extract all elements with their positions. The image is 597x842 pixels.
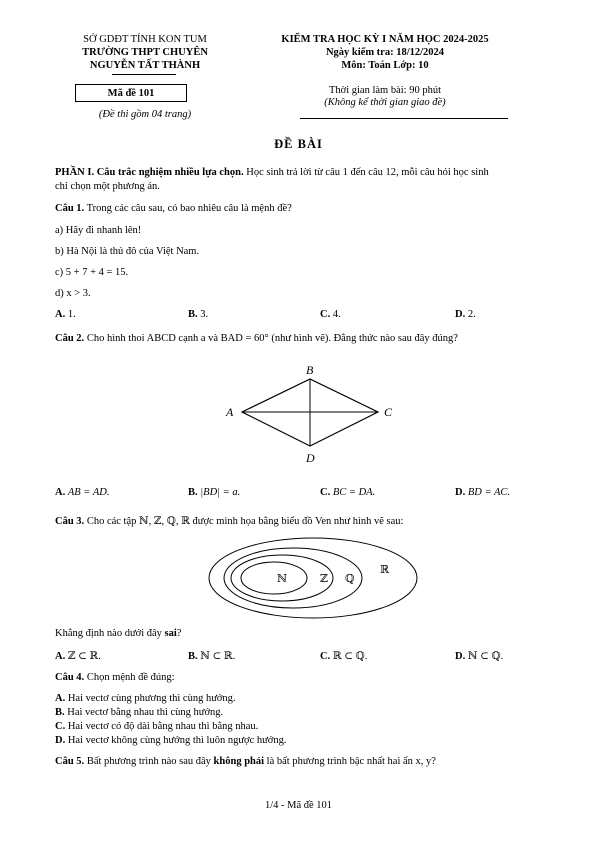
q4-option-b-letter: B.	[55, 707, 65, 718]
q4-option-c-text: Hai vectơ có độ dài bằng nhau thì bằng nhau.	[67, 721, 259, 732]
q1-option-c-letter: C.	[320, 309, 331, 320]
q2-option-a-text: AB = AD.	[67, 487, 110, 498]
q2-option-d-letter: D.	[455, 487, 466, 498]
q4-label: Câu 4.	[55, 672, 85, 683]
exam-header	[250, 33, 520, 72]
q3-option-b-text: ℕ ⊂ ℝ.	[200, 651, 236, 662]
q5-text-post: là bất phương trình bậc nhất hai ẩn x, y?	[264, 756, 436, 767]
q1-option-d-letter: D.	[455, 309, 466, 320]
q4-option-d-text: Hai vectơ không cùng hướng thì luôn ngược hướng.	[67, 735, 287, 746]
q2-stem	[55, 333, 458, 344]
q5-text-emph: không phải	[213, 756, 265, 767]
department-name: SỞ GDĐT TỈNH KON TUM	[83, 34, 207, 45]
q3-question-suffix: ?	[176, 628, 182, 639]
q3-question-prefix: Khẳng định nào dưới đây	[55, 628, 165, 639]
q1-stem	[55, 203, 292, 214]
q3-stem	[55, 515, 403, 527]
school-header	[40, 33, 250, 72]
q2-option-a	[55, 487, 109, 498]
q4-option-d-letter: D.	[55, 735, 66, 746]
q2-option-a-letter: A.	[55, 487, 66, 498]
q3-option-a-text: ℤ ⊂ ℝ.	[67, 651, 101, 662]
q1-option-c-text: 4.	[332, 309, 341, 320]
q3-option-d-text: ℕ ⊂ ℚ.	[467, 651, 504, 662]
rhombus-figure	[220, 362, 400, 477]
q3-text: Cho các tập ℕ, ℤ, ℚ, ℝ được minh họa bằng biểu đồ Ven như hình vẽ sau:	[84, 516, 404, 527]
pages-note: (Đề thi gồm 04 trang)	[98, 109, 192, 120]
vertex-a-label: A	[226, 405, 234, 419]
q4-option-a	[55, 693, 236, 704]
q1-option-b	[188, 309, 208, 320]
q1-text: Trong các câu sau, có bao nhiêu câu là mệnh đề?	[84, 203, 292, 214]
vertex-d-label: D	[306, 451, 315, 465]
page-title: ĐỀ BÀI	[274, 137, 323, 151]
q2-label: Câu 2.	[55, 333, 85, 344]
q4-option-c	[55, 721, 258, 732]
q1-label: Câu 1.	[55, 203, 85, 214]
q3-option-a	[55, 650, 101, 662]
q3-option-c-letter: C.	[320, 651, 331, 662]
q4-option-b	[55, 707, 223, 718]
q5-text-pre: Bất phương trình nào sau đây	[84, 756, 214, 767]
venn-diagram	[205, 535, 425, 625]
part1-instruction-cont: chỉ chọn một phương án.	[55, 181, 160, 192]
q4-option-b-text: Hai vectơ bằng nhau thì cùng hướng.	[67, 707, 224, 718]
q3-option-c-text: ℝ ⊂ ℚ.	[332, 651, 368, 662]
q5-label: Câu 5.	[55, 756, 85, 767]
q2-option-b-text: |BD| = a.	[200, 487, 241, 498]
q1-item-d: d) x > 3.	[55, 288, 91, 299]
q4-option-d	[55, 735, 286, 746]
exam-date: Ngày kiểm tra: 18/12/2024	[325, 47, 445, 58]
q4-stem	[55, 672, 175, 683]
q2-text: Cho hình thoi ABCD cạnh a và BAD = 60° (như hình vẽ). Đẳng thức nào sau đây đúng?	[84, 333, 458, 344]
q4-option-a-text: Hai vectơ cùng phương thì cùng hướng.	[67, 693, 236, 704]
q3-option-a-letter: A.	[55, 651, 66, 662]
q3-option-d-letter: D.	[455, 651, 466, 662]
part1-heading-line	[55, 167, 489, 178]
q4-text: Chọn mệnh đề đúng:	[84, 672, 175, 683]
q2-option-d	[455, 487, 510, 498]
q3-option-c	[320, 650, 367, 662]
q4-option-c-letter: C.	[55, 721, 66, 732]
header-right-rule	[300, 118, 508, 119]
q1-option-a	[55, 309, 76, 320]
q1-option-b-letter: B.	[188, 309, 198, 320]
q1-item-a: a) Hãy đi nhanh lên!	[55, 225, 142, 236]
exam-title: KIỂM TRA HỌC KỲ I NĂM HỌC 2024-2025	[281, 34, 489, 45]
q5-stem	[55, 756, 436, 767]
q2-option-b-letter: B.	[188, 487, 198, 498]
q2-option-c	[320, 487, 375, 498]
school-name-line1: TRƯỜNG THPT CHUYÊN	[82, 47, 208, 58]
set-r-label: ℝ	[380, 564, 390, 576]
q2-option-b	[188, 487, 240, 498]
part1-heading: PHẦN I. Câu trắc nghiệm nhiều lựa chọn.	[55, 167, 244, 178]
set-n-label: ℕ	[277, 573, 288, 585]
exam-subject: Môn: Toán Lớp: 10	[341, 60, 429, 71]
page-footer: 1/4 - Mã đề 101	[264, 800, 333, 811]
q3-option-d	[455, 650, 503, 662]
q3-label: Câu 3.	[55, 516, 85, 527]
q1-option-c	[320, 309, 341, 320]
set-r-ellipse	[209, 538, 417, 618]
q2-option-d-text: BD = AC.	[467, 487, 511, 498]
school-name-line2: NGUYỄN TẤT THÀNH	[89, 60, 201, 71]
q4-option-a-letter: A.	[55, 693, 66, 704]
vertex-b-label: B	[306, 363, 314, 377]
exam-duration: Thời gian làm bài: 90 phút	[329, 85, 441, 96]
part1-instruction: Học sinh trả lời từ câu 1 đến câu 12, mỗi câu hỏi học sinh	[243, 167, 489, 178]
q3-option-b-letter: B.	[188, 651, 198, 662]
q2-option-c-text: BC = DA.	[332, 487, 376, 498]
vertex-c-label: C	[384, 405, 393, 419]
q1-option-a-text: 1.	[67, 309, 76, 320]
q1-option-d-text: 2.	[467, 309, 476, 320]
exam-duration-note: (Không kể thời gian giao đề)	[324, 97, 446, 108]
exam-code-box: Mã đề 101	[75, 84, 187, 102]
q1-option-d	[455, 309, 476, 320]
set-q-ellipse	[224, 548, 362, 608]
set-n-ellipse	[241, 562, 307, 594]
q1-option-b-text: 3.	[200, 309, 209, 320]
q1-item-c: c) 5 + 7 + 4 = 15.	[55, 267, 129, 278]
q3-question	[55, 628, 181, 639]
set-q-label: ℚ	[345, 573, 355, 585]
q1-option-a-letter: A.	[55, 309, 66, 320]
q3-option-b	[188, 650, 235, 662]
q2-option-c-letter: C.	[320, 487, 331, 498]
q3-question-emph: sai	[164, 628, 177, 639]
q1-item-b: b) Hà Nội là thủ đô của Việt Nam.	[55, 246, 200, 257]
school-underline	[112, 74, 176, 75]
set-z-label: ℤ	[320, 573, 329, 585]
